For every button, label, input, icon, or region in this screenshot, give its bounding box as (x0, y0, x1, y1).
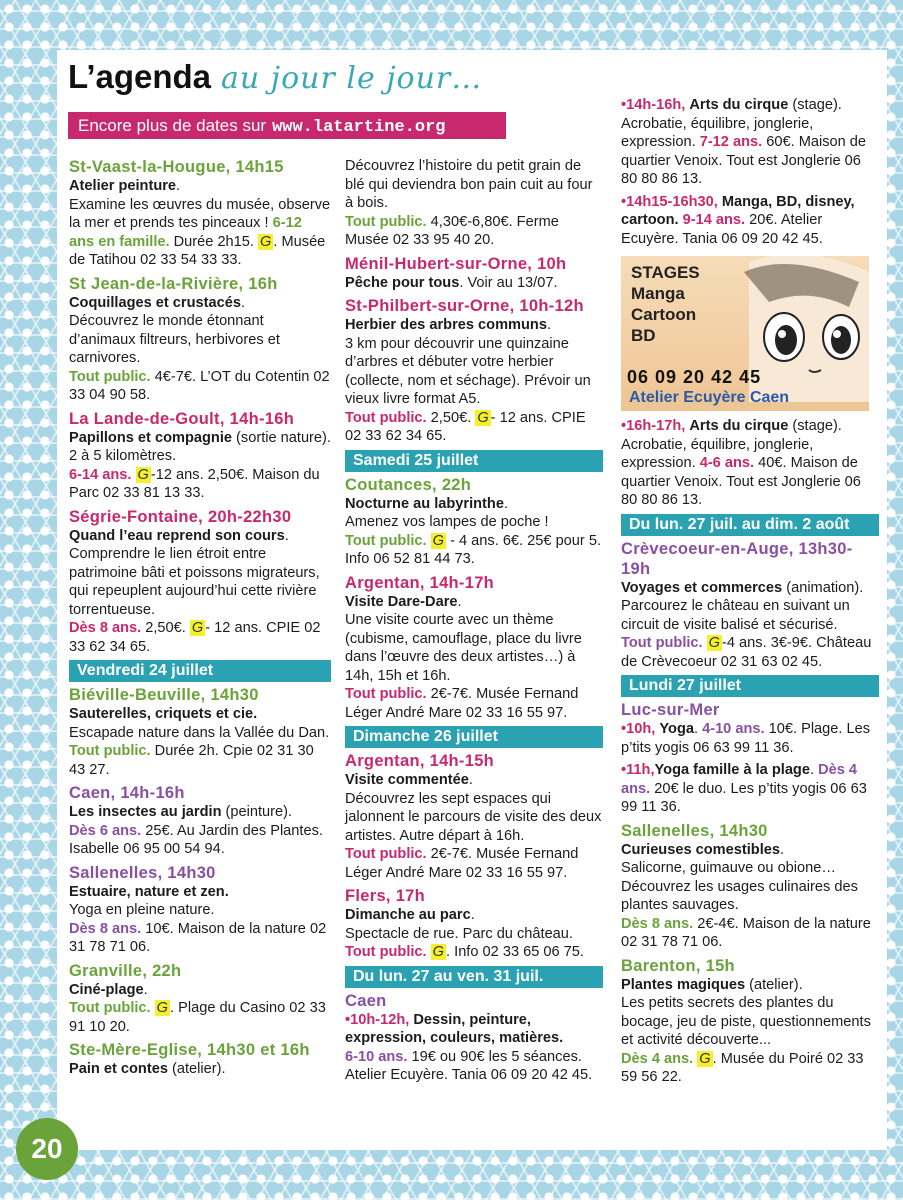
website-banner (68, 112, 506, 139)
event-place: Ste-Mère-Eglise, 14h30 et 16h (69, 1041, 310, 1059)
event-info: 2,50€. (145, 620, 186, 636)
event-place: Crèvecoeur-en-Auge, 13h30-19h (621, 539, 853, 578)
event-title: Arts du cirque (689, 418, 789, 434)
page-subtitle: au jour le jour… (221, 61, 483, 96)
event-audience: Tout public. (621, 635, 703, 651)
event-description: Examine les œuvres du musée, observe la mer et prends tes pinceaux ! (69, 196, 331, 231)
event-audience: 6-10 ans. (345, 1048, 408, 1065)
event-title: Herbier des arbres communs (345, 317, 547, 333)
event-description: Acrobatie, équilibre, jonglerie, expression. (621, 115, 814, 150)
event-title: Nocturne au labyrinthe (345, 495, 504, 512)
event-item (621, 193, 879, 249)
event-item (345, 254, 603, 293)
event-item (621, 539, 879, 672)
event-info: 4€-7€. L’OT du Cotentin 02 33 04 90 58. (69, 368, 330, 403)
event-info: . Plage du Casino 02 33 91 10 20. (69, 1000, 326, 1035)
event-title-end: . (693, 721, 703, 737)
event-item (345, 886, 603, 962)
event-audience: Tout public. (69, 1000, 151, 1016)
event-title: Pêche pour tous (345, 274, 460, 291)
event-title-end: (atelier). (745, 976, 803, 993)
event-item (621, 956, 879, 1087)
event-description: Découvrez les sept espaces qui jalonnent le parcours de visite des deux artistes. Autre départ à 16h. (345, 790, 602, 844)
event-time: •14h-16h, (621, 97, 686, 113)
day-heading: Du lun. 27 au ven. 31 juil. (345, 966, 603, 988)
event-title: Dimanche au parc (345, 907, 471, 923)
event-description: Acrobatie, équilibre, jonglerie, expression. (621, 436, 814, 471)
event-info: Durée 2h15. (173, 233, 254, 250)
event-item (69, 783, 331, 859)
event-place: Caen (345, 991, 387, 1010)
day-heading: Vendredi 24 juillet (69, 660, 331, 682)
event-place: St-Vaast-la-Hougue, 14h15 (69, 158, 284, 176)
event-info: -4 ans. 3€-9€. Château de Crèvecoeur 02 31 63 02 45. (621, 635, 872, 670)
advert-line: BD (631, 326, 656, 345)
event-place: Sallenelles, 14h30 (69, 863, 216, 882)
event-title: Dessin, peinture, expression, couleurs, matières. (345, 1011, 564, 1046)
day-heading: Lundi 27 juillet (621, 675, 879, 697)
event-time: •10h, (621, 721, 656, 737)
event-place: Caen, 14h-16h (69, 784, 185, 802)
advert-heading (631, 262, 700, 346)
event-item (69, 1040, 331, 1079)
event-info: Durée 2h. Cpie 02 31 30 43 27. (69, 743, 314, 778)
event-info: 10€. Plage. Les p’tits yogis 06 63 99 11 36. (621, 721, 871, 756)
event-title: Visite commentée (345, 772, 469, 788)
banner-text: Encore plus de dates sur (78, 116, 267, 135)
day-heading: Dimanche 26 juillet (345, 726, 603, 748)
free-badge: G (191, 620, 204, 636)
event-place: Biéville-Beuville, 14h30 (69, 686, 259, 704)
event-title: Curieuses comestibles (621, 841, 780, 858)
free-badge: G (708, 635, 721, 651)
event-audience: 6-14 ans. (69, 466, 132, 483)
event-info: . Info 02 33 65 06 75. (446, 944, 584, 960)
event-item (69, 274, 331, 405)
event-place: Argentan, 14h-15h (345, 752, 495, 770)
event-title-end: . (240, 294, 246, 311)
event-title: Arts du cirque (689, 97, 789, 113)
event-info: 2,50€. (430, 409, 472, 426)
event-info: 19€ ou 90€ les 5 séances. Atelier Ecuyère. Tania 06 09 20 42 45. (345, 1048, 593, 1083)
event-title-end: (sortie nature). 2 à 5 kilomètres. (69, 429, 331, 464)
event-title: Manga, BD, disney, cartoon. (621, 193, 855, 228)
free-badge: G (477, 409, 489, 426)
event-audience: Tout public. (345, 846, 427, 862)
event-place: Luc-sur-Mer (621, 701, 720, 719)
manga-stage-advert (621, 256, 869, 411)
event-description: Parcourez le château en suivant un circuit de visite balisé et sécurisé. (621, 598, 850, 633)
event-title: Voyages et commerces (621, 579, 783, 596)
event-audience: Tout public. (345, 532, 427, 549)
event-description: Salicorne, guimauve ou obione… Découvrez les usages culinaires des plantes sauvages. (621, 860, 858, 913)
event-title-end: . (503, 495, 508, 512)
event-title-end: . (468, 772, 473, 788)
page-number: 20 (16, 1118, 78, 1180)
event-title: Visite Dare-Dare (345, 593, 458, 610)
event-info: 4,30€-6,80€. Ferme Musée 02 33 95 40 20. (345, 213, 559, 248)
event-info: - 4 ans. 6€. 25€ pour 5. Info 06 52 81 44 73. (345, 532, 601, 567)
event-info: 20€. Atelier Ecuyère. Tania 06 09 20 42 45. (621, 212, 823, 247)
event-place: Sallenelles, 14h30 (621, 821, 768, 840)
event-item (69, 863, 331, 957)
event-item (345, 157, 603, 250)
column-3 (621, 96, 879, 1091)
event-item (69, 507, 331, 657)
event-audience: 4-6 ans. (699, 455, 755, 471)
event-audience: Tout public. (69, 368, 151, 385)
advert-line: STAGES (631, 263, 700, 282)
event-title: Les insectes au jardin (69, 804, 222, 820)
free-badge: G (156, 1000, 169, 1016)
event-audience: Tout public. (345, 686, 427, 702)
event-item (621, 96, 879, 189)
event-info: 25€. Au Jardin des Plantes. Isabelle 06 95 00 54 94. (69, 822, 323, 857)
event-info: 2€-7€. Musée Fernand Léger André Mare 02 33 16 55 97. (345, 686, 579, 721)
free-badge: G (699, 1050, 711, 1067)
event-info: -12 ans. 2,50€. Maison du Parc 02 33 81 13 33. (69, 466, 320, 501)
event-title: Estuaire, nature et zen. (69, 883, 229, 900)
event-item (621, 417, 879, 510)
event-place: Coutances, 22h (345, 475, 472, 494)
event-audience: Tout public. (345, 213, 427, 230)
event-audience: Tout public. (69, 743, 151, 759)
event-title-end: . (143, 981, 148, 998)
event-item (345, 296, 603, 446)
event-audience: Dès 8 ans. (69, 920, 142, 937)
event-item (69, 157, 331, 270)
event-time: •11h, (621, 762, 655, 778)
event-title: Ciné-plage (69, 981, 144, 998)
event-audience: Tout public. (345, 944, 427, 960)
event-item (345, 751, 603, 882)
day-heading: Du lun. 27 juil. au dim. 2 août (621, 514, 879, 536)
event-info: 10€. Maison de la nature 02 31 78 71 06. (69, 920, 327, 955)
event-place: Ségrie-Fontaine, 20h-22h30 (69, 507, 292, 526)
event-info: . Musée de Tatihou 02 33 54 33 33. (69, 233, 326, 268)
event-description: Yoga en pleine nature. (69, 902, 215, 918)
event-description: Les petits secrets des plantes du bocage, jeu de piste, questionnements et activité découverte... (621, 995, 871, 1048)
event-title: Coquillages et crustacés (69, 294, 241, 311)
event-place: La Lande-de-Goult, 14h-16h (69, 409, 295, 428)
event-title-end: . (779, 841, 785, 858)
event-title: Papillons et compagnie (69, 429, 232, 446)
event-time: •14h15-16h30, (621, 193, 718, 210)
event-item (345, 991, 603, 1085)
event-place: Argentan, 14h-17h (345, 573, 495, 592)
event-audience: Dès 8 ans. (69, 620, 142, 636)
event-description: Découvrez le monde étonnant d’animaux filtreurs, herbivores et carnivores. (69, 313, 280, 366)
event-item (345, 573, 603, 723)
event-audience: Tout public. (345, 409, 427, 426)
event-title: Atelier peinture (69, 178, 177, 194)
event-title: Sauterelles, criquets et cie. (69, 706, 258, 722)
event-audience: 9-14 ans. (682, 212, 746, 228)
event-title-end: . (470, 907, 475, 923)
event-info: . Musée du Poiré 02 33 59 56 22. (621, 1050, 864, 1085)
day-heading: Samedi 25 juillet (345, 450, 603, 472)
event-description: Spectacle de rue. Parc du château. (345, 925, 573, 942)
advert-phone: 06 09 20 42 45 (627, 367, 762, 387)
event-info: 2€-4€. Maison de la nature 02 31 78 71 06. (621, 915, 871, 950)
event-info: 20€ le duo. Les p’tits yogis 06 63 99 11 36. (621, 780, 867, 815)
event-audience: Dès 8 ans. (621, 915, 694, 932)
event-title: Yoga famille à la plage (654, 762, 810, 778)
event-audience: 6-12 ans en famille. (69, 215, 302, 250)
event-audience: Dès 4 ans. (621, 1050, 694, 1067)
event-title: Quand l’eau reprend son cours (69, 527, 285, 544)
event-info: - 12 ans. CPIE 02 33 62 34 65. (345, 409, 586, 444)
event-info: 40€. Maison de quartier Venoix. Tout est Jonglerie 06 80 80 86 13. (621, 455, 861, 508)
advert-line: Cartoon (631, 305, 697, 324)
event-time: •16h-17h, (621, 418, 686, 434)
event-description: Escapade nature dans la Vallée du Dan. (69, 724, 330, 741)
event-title-end: . (176, 178, 181, 194)
event-description: 3 km pour découvrir une quinzaine d’arbres et débuter votre herbier (collecte, nom et séchage). Prévoir un vieux livre format A5. (345, 335, 591, 407)
event-place: St Jean-de-la-Rivière, 16h (69, 274, 278, 293)
event-info: 60€. Maison de quartier Venoix. Tout est Jonglerie 06 80 80 86 13. (621, 134, 867, 187)
event-title-end: . Voir au 13/07. (459, 274, 558, 291)
column-1 (69, 157, 331, 1083)
event-audience: 4-10 ans. (702, 721, 765, 737)
page-header (68, 58, 482, 108)
event-time: •10h-12h, (345, 1011, 410, 1028)
event-place: Barenton, 15h (621, 956, 735, 975)
website-link[interactable]: www.latartine.org (272, 118, 446, 137)
event-title: Plantes magiques (621, 976, 746, 993)
event-title-end: (animation). (782, 579, 864, 596)
event-title: Pain et contes (69, 1061, 168, 1077)
event-title-end: (peinture). (221, 804, 293, 820)
event-place: Flers, 17h (345, 887, 426, 905)
event-audience: 7-12 ans. (699, 134, 763, 150)
event-info: 2€-7€. Musée Fernand Léger André Mare 02 33 16 55 97. (345, 846, 579, 881)
free-badge: G (432, 944, 445, 960)
event-item (345, 475, 603, 569)
event-title-end: . (546, 317, 552, 333)
event-info: - 12 ans. CPIE 02 33 62 34 65. (69, 620, 321, 655)
free-badge: G (137, 466, 149, 483)
event-place: St-Philbert-sur-Orne, 10h-12h (345, 297, 584, 315)
event-place: Ménil-Hubert-sur-Orne, 10h (345, 254, 567, 273)
event-item (69, 685, 331, 779)
event-title-end: (stage). (788, 418, 842, 434)
event-audience: Dès 6 ans. (69, 822, 142, 839)
column-2 (345, 157, 603, 1089)
event-item (621, 700, 879, 757)
event-title-end: (stage). (788, 97, 842, 113)
free-badge: G (260, 233, 272, 250)
event-title-end: . (809, 762, 819, 778)
page-title: L’agenda (68, 58, 212, 95)
event-description: Découvrez l’histoire du petit grain de blé qui deviendra bon pain cuit au four à bois. (345, 158, 593, 211)
event-place: Granville, 22h (69, 961, 182, 980)
event-description: Amenez vos lampes de poche ! (345, 514, 549, 530)
event-title-end: . (457, 593, 462, 610)
advert-line: Manga (631, 284, 685, 303)
advert-organizer: Atelier Ecuyère Caen (629, 389, 790, 406)
event-description: Une visite courte avec un thème (cubisme, camouflage, place du livre dans l’œuvre des deux artistes…) à 14h, 15h et 16h. (345, 612, 582, 684)
event-title-end: . (284, 527, 289, 544)
event-title-end: (atelier). (167, 1061, 226, 1077)
event-item (621, 821, 879, 952)
free-badge: G (432, 532, 445, 549)
event-item (69, 409, 331, 503)
event-item (621, 761, 879, 817)
event-item (69, 961, 331, 1037)
event-description: Comprendre le lien étroit entre patrimoine bâti et poissons migrateurs, qui repeuplent aujourd’hui cette rivière torrentueuse. (69, 546, 320, 618)
event-title: Yoga (659, 721, 694, 737)
event-audience: Dès 4 ans. (621, 762, 858, 797)
